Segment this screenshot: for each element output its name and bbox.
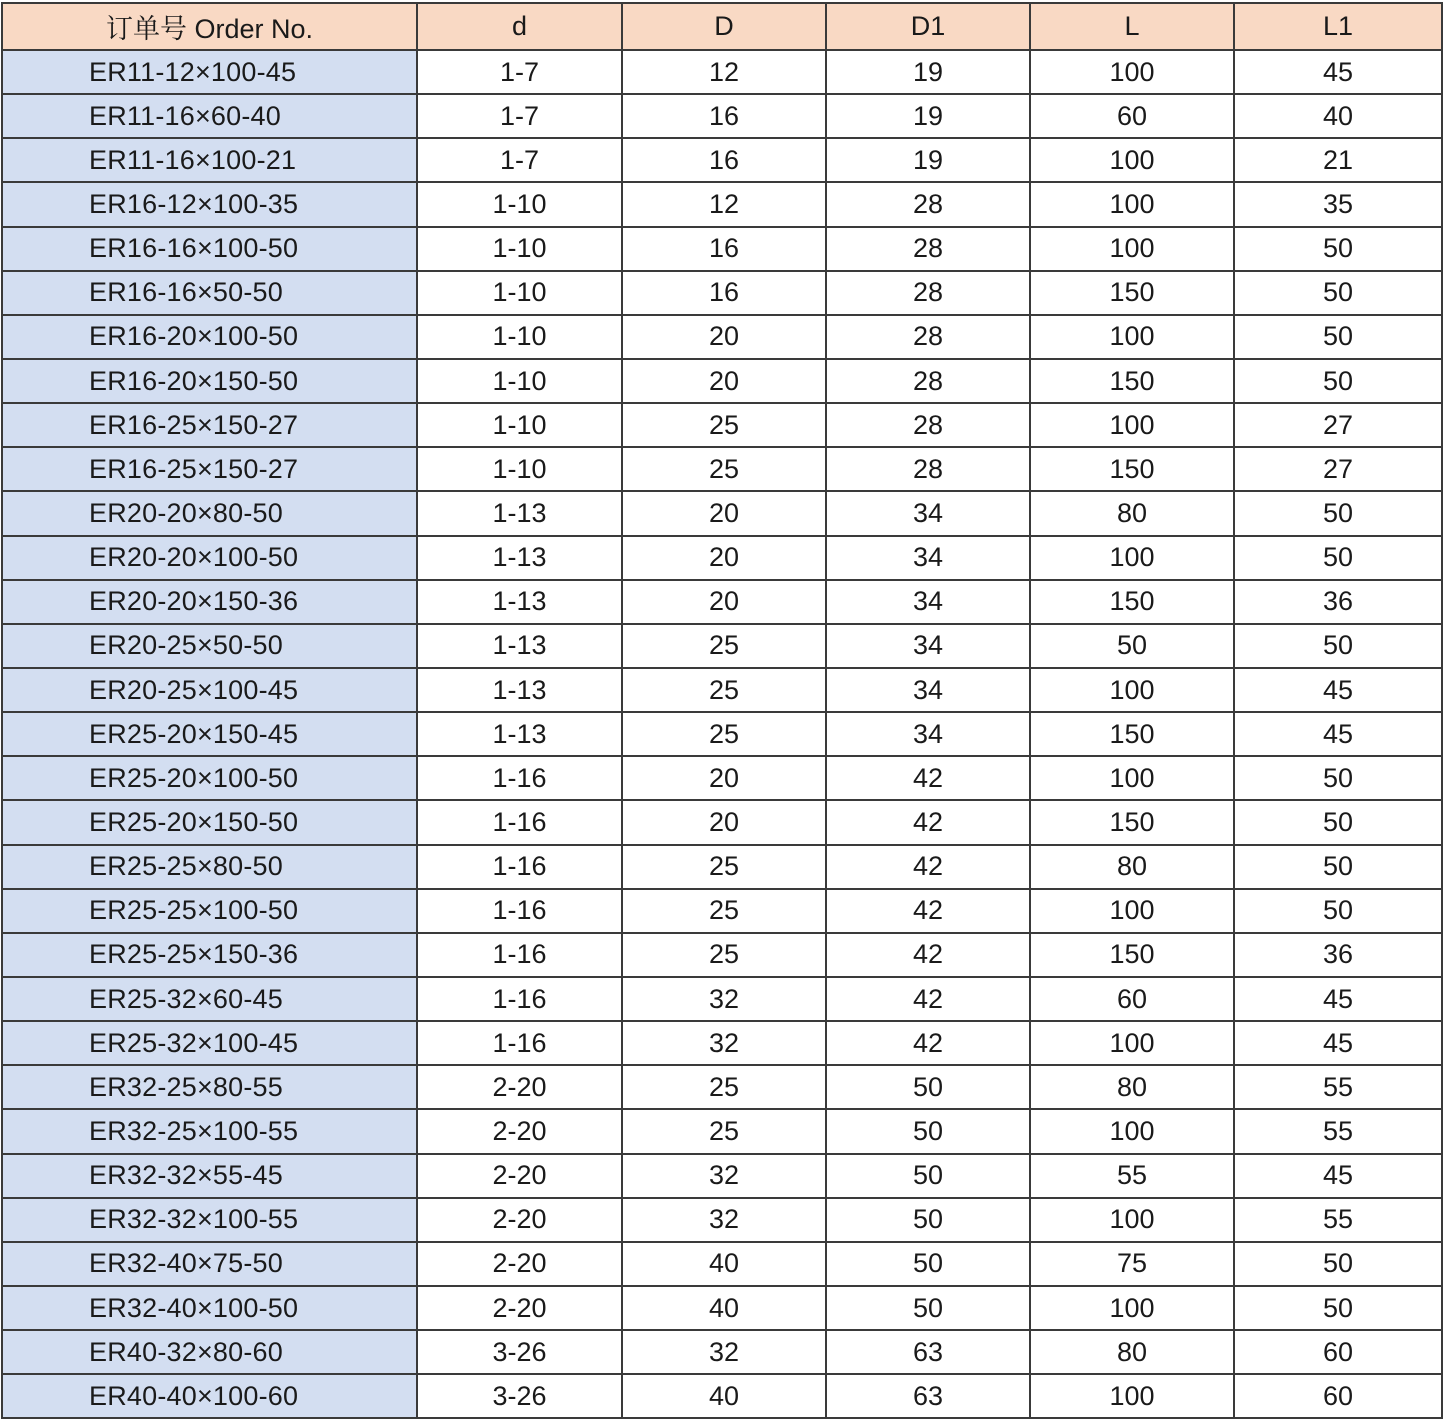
- D1-cell: 42: [826, 1021, 1030, 1065]
- L-cell: 100: [1030, 138, 1234, 182]
- table-row: [2, 50, 1442, 94]
- table-body: [2, 50, 1442, 1418]
- L-cell: 80: [1030, 1065, 1234, 1109]
- d-cell: 2-20: [417, 1242, 622, 1286]
- L1-cell: 50: [1234, 845, 1442, 889]
- d-cell: 1-16: [417, 800, 622, 844]
- L1-cell: 50: [1234, 1242, 1442, 1286]
- order-no-cell: ER32-32×55-45: [2, 1154, 417, 1198]
- table-row: [2, 712, 1442, 756]
- D-cell: 32: [622, 1154, 826, 1198]
- D1-cell: 34: [826, 624, 1030, 668]
- D1-cell: 28: [826, 182, 1030, 226]
- header-d: d: [417, 3, 622, 50]
- table-row: [2, 668, 1442, 712]
- D1-cell: 28: [826, 359, 1030, 403]
- L-cell: 150: [1030, 580, 1234, 624]
- order-no-cell: ER20-20×80-50: [2, 491, 417, 535]
- D-cell: 25: [622, 668, 826, 712]
- D-cell: 25: [622, 403, 826, 447]
- header-order-no: 订单号 Order No.: [2, 3, 417, 50]
- D-cell: 32: [622, 1330, 826, 1374]
- d-cell: 1-13: [417, 712, 622, 756]
- D1-cell: 42: [826, 933, 1030, 977]
- table-row: [2, 271, 1442, 315]
- order-no-cell: ER11-16×100-21: [2, 138, 417, 182]
- order-no-cell: ER16-16×100-50: [2, 227, 417, 271]
- L-cell: 50: [1030, 624, 1234, 668]
- L-cell: 100: [1030, 1286, 1234, 1330]
- table-row: [2, 977, 1442, 1021]
- order-no-cell: ER20-20×100-50: [2, 536, 417, 580]
- d-cell: 1-16: [417, 845, 622, 889]
- d-cell: 1-16: [417, 889, 622, 933]
- D1-cell: 42: [826, 889, 1030, 933]
- L1-cell: 40: [1234, 94, 1442, 138]
- D1-cell: 50: [826, 1242, 1030, 1286]
- table-row: [2, 1374, 1442, 1418]
- L1-cell: 60: [1234, 1330, 1442, 1374]
- L1-cell: 60: [1234, 1374, 1442, 1418]
- d-cell: 2-20: [417, 1286, 622, 1330]
- L1-cell: 50: [1234, 1286, 1442, 1330]
- d-cell: 1-13: [417, 668, 622, 712]
- order-no-cell: ER32-32×100-55: [2, 1198, 417, 1242]
- order-no-cell: ER40-40×100-60: [2, 1374, 417, 1418]
- d-cell: 1-16: [417, 977, 622, 1021]
- d-cell: 2-20: [417, 1198, 622, 1242]
- L1-cell: 50: [1234, 227, 1442, 271]
- L-cell: 100: [1030, 536, 1234, 580]
- L-cell: 75: [1030, 1242, 1234, 1286]
- D1-cell: 42: [826, 977, 1030, 1021]
- D-cell: 16: [622, 138, 826, 182]
- D1-cell: 63: [826, 1330, 1030, 1374]
- D-cell: 25: [622, 845, 826, 889]
- D1-cell: 34: [826, 536, 1030, 580]
- order-no-cell: ER25-25×80-50: [2, 845, 417, 889]
- order-no-cell: ER16-12×100-35: [2, 182, 417, 226]
- D-cell: 32: [622, 977, 826, 1021]
- order-no-cell: ER20-20×150-36: [2, 580, 417, 624]
- L-cell: 150: [1030, 800, 1234, 844]
- order-no-cell: ER20-25×50-50: [2, 624, 417, 668]
- d-cell: 1-13: [417, 624, 622, 668]
- L-cell: 100: [1030, 403, 1234, 447]
- d-cell: 2-20: [417, 1065, 622, 1109]
- table-row: [2, 447, 1442, 491]
- L1-cell: 55: [1234, 1065, 1442, 1109]
- L1-cell: 55: [1234, 1198, 1442, 1242]
- D-cell: 12: [622, 182, 826, 226]
- L-cell: 80: [1030, 845, 1234, 889]
- order-no-cell: ER25-20×150-50: [2, 800, 417, 844]
- order-no-cell: ER25-25×100-50: [2, 889, 417, 933]
- order-no-cell: ER25-20×150-45: [2, 712, 417, 756]
- order-no-cell: ER16-16×50-50: [2, 271, 417, 315]
- header-L1: L1: [1234, 3, 1442, 50]
- D1-cell: 19: [826, 138, 1030, 182]
- L1-cell: 21: [1234, 138, 1442, 182]
- D-cell: 20: [622, 800, 826, 844]
- L1-cell: 35: [1234, 182, 1442, 226]
- order-no-cell: ER11-12×100-45: [2, 50, 417, 94]
- D-cell: 20: [622, 315, 826, 359]
- d-cell: 3-26: [417, 1374, 622, 1418]
- table-row: [2, 889, 1442, 933]
- L1-cell: 50: [1234, 756, 1442, 800]
- L-cell: 100: [1030, 50, 1234, 94]
- D1-cell: 28: [826, 227, 1030, 271]
- L-cell: 100: [1030, 182, 1234, 226]
- d-cell: 1-10: [417, 271, 622, 315]
- L1-cell: 36: [1234, 580, 1442, 624]
- table-row: [2, 94, 1442, 138]
- L-cell: 80: [1030, 1330, 1234, 1374]
- L-cell: 100: [1030, 315, 1234, 359]
- table-row: [2, 1065, 1442, 1109]
- D-cell: 25: [622, 712, 826, 756]
- D-cell: 40: [622, 1374, 826, 1418]
- D-cell: 20: [622, 580, 826, 624]
- order-no-cell: ER32-25×80-55: [2, 1065, 417, 1109]
- d-cell: 1-7: [417, 138, 622, 182]
- D-cell: 25: [622, 1109, 826, 1153]
- header-row: [2, 3, 1442, 50]
- L-cell: 100: [1030, 668, 1234, 712]
- D1-cell: 34: [826, 712, 1030, 756]
- D-cell: 16: [622, 271, 826, 315]
- table-row: [2, 1286, 1442, 1330]
- table-row: [2, 624, 1442, 668]
- table-row: [2, 138, 1442, 182]
- header-D: D: [622, 3, 826, 50]
- D1-cell: 42: [826, 800, 1030, 844]
- d-cell: 1-13: [417, 580, 622, 624]
- L-cell: 60: [1030, 94, 1234, 138]
- table-row: [2, 227, 1442, 271]
- L1-cell: 50: [1234, 536, 1442, 580]
- table-row: [2, 1021, 1442, 1065]
- L1-cell: 45: [1234, 668, 1442, 712]
- order-no-cell: ER25-32×60-45: [2, 977, 417, 1021]
- table-row: [2, 756, 1442, 800]
- D-cell: 20: [622, 359, 826, 403]
- D1-cell: 50: [826, 1065, 1030, 1109]
- header-L: L: [1030, 3, 1234, 50]
- L-cell: 80: [1030, 491, 1234, 535]
- order-no-cell: ER32-40×75-50: [2, 1242, 417, 1286]
- D-cell: 20: [622, 536, 826, 580]
- L1-cell: 45: [1234, 977, 1442, 1021]
- L1-cell: 27: [1234, 447, 1442, 491]
- d-cell: 1-10: [417, 447, 622, 491]
- L1-cell: 50: [1234, 624, 1442, 668]
- L-cell: 100: [1030, 1198, 1234, 1242]
- D1-cell: 50: [826, 1198, 1030, 1242]
- D1-cell: 34: [826, 668, 1030, 712]
- d-cell: 1-10: [417, 227, 622, 271]
- order-no-cell: ER32-25×100-55: [2, 1109, 417, 1153]
- L-cell: 60: [1030, 977, 1234, 1021]
- D-cell: 32: [622, 1021, 826, 1065]
- table-row: [2, 933, 1442, 977]
- L-cell: 55: [1030, 1154, 1234, 1198]
- order-no-cell: ER16-20×100-50: [2, 315, 417, 359]
- D1-cell: 42: [826, 845, 1030, 889]
- d-cell: 1-13: [417, 491, 622, 535]
- L-cell: 100: [1030, 1374, 1234, 1418]
- table-row: [2, 1154, 1442, 1198]
- table-row: [2, 536, 1442, 580]
- L1-cell: 50: [1234, 491, 1442, 535]
- order-no-cell: ER25-25×150-36: [2, 933, 417, 977]
- table-row: [2, 403, 1442, 447]
- L-cell: 100: [1030, 756, 1234, 800]
- L1-cell: 45: [1234, 712, 1442, 756]
- L1-cell: 50: [1234, 315, 1442, 359]
- order-no-cell: ER11-16×60-40: [2, 94, 417, 138]
- D-cell: 20: [622, 491, 826, 535]
- d-cell: 1-10: [417, 403, 622, 447]
- order-no-cell: ER16-25×150-27: [2, 447, 417, 491]
- D-cell: 25: [622, 1065, 826, 1109]
- header-D1: D1: [826, 3, 1030, 50]
- L1-cell: 50: [1234, 800, 1442, 844]
- D1-cell: 19: [826, 50, 1030, 94]
- D-cell: 20: [622, 756, 826, 800]
- L-cell: 100: [1030, 889, 1234, 933]
- L-cell: 150: [1030, 447, 1234, 491]
- table-row: [2, 1242, 1442, 1286]
- D-cell: 32: [622, 1198, 826, 1242]
- d-cell: 1-10: [417, 182, 622, 226]
- table-row: [2, 1109, 1442, 1153]
- D1-cell: 34: [826, 491, 1030, 535]
- D-cell: 12: [622, 50, 826, 94]
- L1-cell: 45: [1234, 1154, 1442, 1198]
- D-cell: 25: [622, 447, 826, 491]
- D-cell: 25: [622, 933, 826, 977]
- table-row: [2, 359, 1442, 403]
- D-cell: 16: [622, 227, 826, 271]
- L-cell: 150: [1030, 271, 1234, 315]
- d-cell: 3-26: [417, 1330, 622, 1374]
- table-row: [2, 845, 1442, 889]
- L-cell: 100: [1030, 1109, 1234, 1153]
- D1-cell: 34: [826, 580, 1030, 624]
- D1-cell: 50: [826, 1154, 1030, 1198]
- table-row: [2, 182, 1442, 226]
- d-cell: 2-20: [417, 1154, 622, 1198]
- order-no-cell: ER16-25×150-27: [2, 403, 417, 447]
- D-cell: 25: [622, 889, 826, 933]
- order-no-cell: ER25-20×100-50: [2, 756, 417, 800]
- d-cell: 1-13: [417, 536, 622, 580]
- D1-cell: 28: [826, 315, 1030, 359]
- order-no-cell: ER32-40×100-50: [2, 1286, 417, 1330]
- L1-cell: 50: [1234, 359, 1442, 403]
- table-row: [2, 1330, 1442, 1374]
- D-cell: 40: [622, 1286, 826, 1330]
- L1-cell: 55: [1234, 1109, 1442, 1153]
- L1-cell: 27: [1234, 403, 1442, 447]
- D1-cell: 50: [826, 1109, 1030, 1153]
- L1-cell: 45: [1234, 1021, 1442, 1065]
- d-cell: 1-10: [417, 359, 622, 403]
- table-row: [2, 491, 1442, 535]
- d-cell: 1-16: [417, 1021, 622, 1065]
- table-row: [2, 580, 1442, 624]
- table-row: [2, 800, 1442, 844]
- order-no-cell: ER20-25×100-45: [2, 668, 417, 712]
- d-cell: 1-16: [417, 756, 622, 800]
- L-cell: 150: [1030, 712, 1234, 756]
- d-cell: 1-7: [417, 50, 622, 94]
- D1-cell: 28: [826, 403, 1030, 447]
- d-cell: 1-10: [417, 315, 622, 359]
- d-cell: 1-16: [417, 933, 622, 977]
- table-row: [2, 315, 1442, 359]
- order-no-cell: ER16-20×150-50: [2, 359, 417, 403]
- D1-cell: 42: [826, 756, 1030, 800]
- table-row: [2, 1198, 1442, 1242]
- D-cell: 16: [622, 94, 826, 138]
- D1-cell: 28: [826, 271, 1030, 315]
- D-cell: 25: [622, 624, 826, 668]
- order-no-cell: ER25-32×100-45: [2, 1021, 417, 1065]
- L1-cell: 45: [1234, 50, 1442, 94]
- d-cell: 1-7: [417, 94, 622, 138]
- D1-cell: 28: [826, 447, 1030, 491]
- L-cell: 150: [1030, 933, 1234, 977]
- order-no-cell: ER40-32×80-60: [2, 1330, 417, 1374]
- D-cell: 40: [622, 1242, 826, 1286]
- L-cell: 100: [1030, 227, 1234, 271]
- spec-table: [1, 2, 1443, 1419]
- L1-cell: 36: [1234, 933, 1442, 977]
- d-cell: 2-20: [417, 1109, 622, 1153]
- L1-cell: 50: [1234, 271, 1442, 315]
- D1-cell: 50: [826, 1286, 1030, 1330]
- L1-cell: 50: [1234, 889, 1442, 933]
- D1-cell: 19: [826, 94, 1030, 138]
- D1-cell: 63: [826, 1374, 1030, 1418]
- L-cell: 100: [1030, 1021, 1234, 1065]
- L-cell: 150: [1030, 359, 1234, 403]
